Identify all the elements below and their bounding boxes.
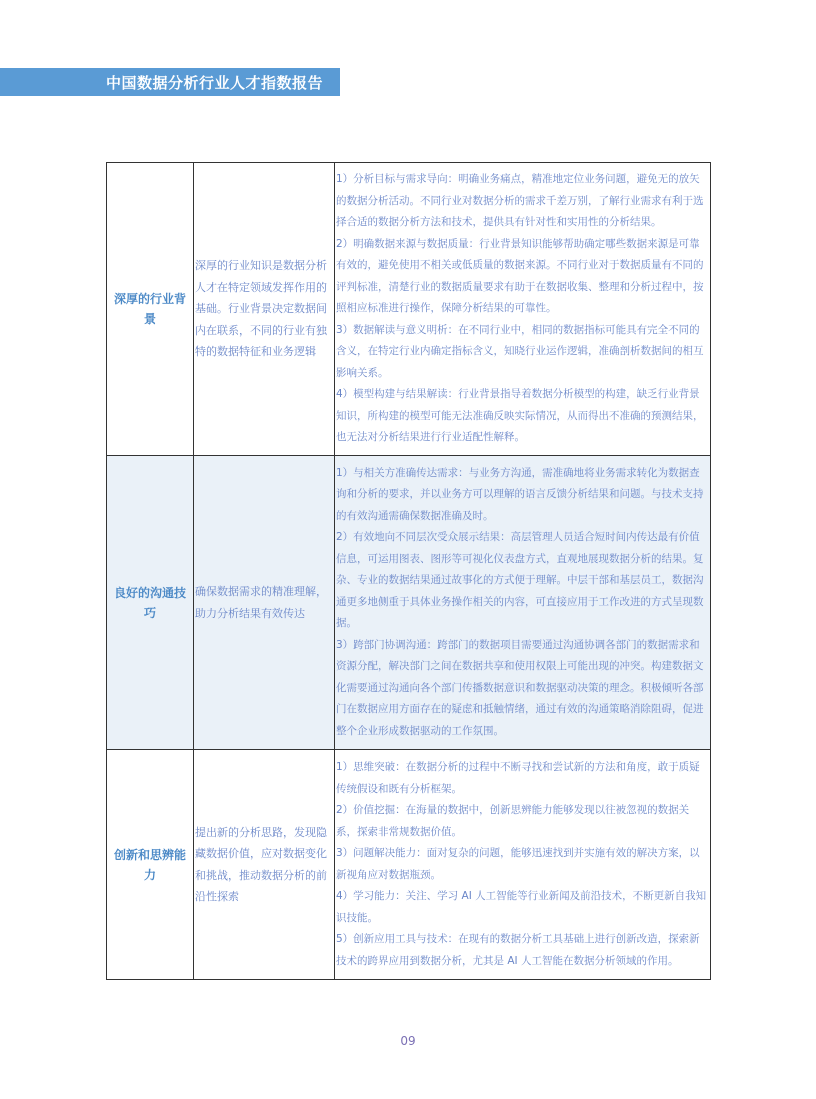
detail-item: 4）模型构建与结果解读：行业背景指导着数据分析模型的构建，缺乏行业背景知识，所构建的模型可能无法准确反映实际情况，从而得出不准确的预测结果，也无法对分析结果进行行业适配性解释。	[336, 388, 704, 444]
row-heading: 深厚的行业背景	[113, 292, 186, 326]
page-number: 09	[400, 1034, 416, 1048]
row-heading: 良好的沟通技巧	[113, 585, 186, 620]
report-title: 中国数据分析行业人才指数报告	[106, 74, 324, 92]
detail-item: 1）思维突破：在数据分析的过程中不断寻找和尝试新的方法和角度，敢于质疑传统假设和既有分析框架。	[336, 761, 700, 795]
table-row	[107, 163, 711, 456]
detail-item: 3）跨部门协调沟通：跨部门的数据项目需要通过沟通协调各部门的数据需求和资源分配，解决部门之间在数据共享和使用权限上可能出现的冲突。构建数据文化需要通过沟通向各个部门传播数据意识和数据驱动决策的理念。积极倾听各部门在数据应用方面存在的疑虑和抵触情绪，通过有效的沟通策略消除阻碍，促进整个企业形成数据驱动的工作氛围。	[336, 638, 704, 737]
row-heading-cell	[107, 163, 194, 456]
detail-item: 3）问题解决能力：面对复杂的问题，能够迅速找到并实施有效的解决方案，以新视角应对数据瓶颈。	[336, 847, 700, 881]
header-banner	[0, 68, 340, 96]
row-description-cell	[194, 163, 335, 456]
detail-item: 1）与相关方准确传达需求：与业务方沟通，需准确地将业务需求转化为数据查询和分析的要求，并以业务方可以理解的语言反馈分析结果和问题。与技术支持的有效沟通需确保数据准确及时。	[336, 466, 704, 522]
detail-item: 1）分析目标与需求导向：明确业务痛点，精准地定位业务问题，避免无的放矢的数据分析活动。不同行业对数据分析的需求千差万别，了解行业需求有利于选择合适的数据分析方法和技术，提供具有针对性和实用性的分析结果。	[336, 173, 704, 229]
row-description: 确保数据需求的精准理解，助力分析结果有效传达	[195, 585, 327, 620]
detail-item: 5）创新应用工具与技术：在现有的数据分析工具基础上进行创新改造，探索新技术的跨界应用到数据分析，尤其是 AI 人工智能在数据分析领域的作用。	[336, 933, 700, 967]
skills-table	[106, 162, 711, 980]
detail-item: 2）有效地向不同层次受众展示结果：高层管理人员适合短时间内传达最有价值信息，可运用图表、图形等可视化仪表盘方式，直观地展现数据分析的结果。复杂、专业的数据结果通过故事化的方式便于理解。中层干部和基层员工，数据沟通更多地侧重于具体业务操作相关的内容，可直接应用于工作改进的方式呈现数据。	[336, 531, 704, 630]
detail-item: 2）价值挖掘：在海量的数据中，创新思辨能力能够发现以往被忽视的数据关系，探索非常规数据价值。	[336, 804, 690, 838]
row-details-cell	[335, 163, 711, 456]
table-row	[107, 750, 711, 980]
detail-item: 3）数据解读与意义明析：在不同行业中，相同的数据指标可能具有完全不同的含义，在特定行业内确定指标含义，知晓行业运作逻辑，准确剖析数据间的相互影响关系。	[336, 323, 704, 379]
row-heading: 创新和思辨能力	[113, 847, 186, 882]
row-description-cell	[194, 750, 335, 980]
row-details-cell	[335, 750, 711, 980]
table-row	[107, 456, 711, 750]
row-heading-cell	[107, 750, 194, 980]
row-heading-cell	[107, 456, 194, 750]
row-description: 提出新的分析思路，发现隐藏数据价值，应对数据变化和挑战，推动数据分析的前沿性探索	[195, 825, 327, 903]
detail-item: 4）学习能力：关注、学习 AI 人工智能等行业新闻及前沿技术，不断更新自我知识技能。	[336, 890, 707, 924]
row-description: 深厚的行业知识是数据分析人才在特定领域发挥作用的基础。行业背景决定数据间内在联系，不同的行业有独特的数据特征和业务逻辑	[195, 259, 327, 359]
row-description-cell	[194, 456, 335, 750]
detail-item: 2）明确数据来源与数据质量：行业背景知识能够帮助确定哪些数据来源是可靠有效的，避免使用不相关或低质量的数据来源。不同行业对于数据质量有不同的评判标准，清楚行业的数据质量要求有助于在数据收集、整理和分析过程中，按照相应标准进行操作，保障分析结果的可靠性。	[336, 237, 704, 315]
row-details-cell	[335, 456, 711, 750]
